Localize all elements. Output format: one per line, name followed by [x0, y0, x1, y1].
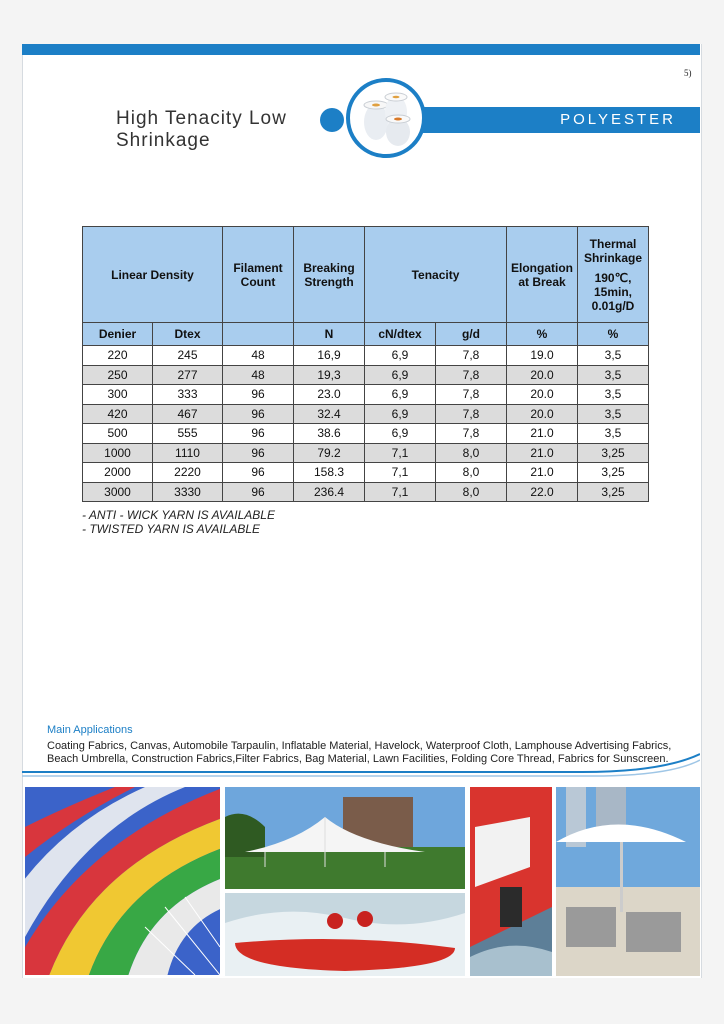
cell-elongation: 20.0: [507, 365, 578, 385]
header-linear-density: Linear Density: [83, 227, 223, 323]
cell-dtex: 467: [153, 404, 223, 424]
cell-filament: 96: [223, 482, 294, 502]
availability-notes: [82, 508, 275, 536]
cell-elongation: 19.0: [507, 346, 578, 366]
table-row: [83, 365, 649, 385]
cell-shrinkage: 3,5: [578, 404, 649, 424]
cell-tenacity-cn: 6,9: [365, 365, 436, 385]
note-line: - ANTI - WICK YARN IS AVAILABLE: [82, 508, 275, 522]
cell-denier: 300: [83, 385, 153, 405]
header-breaking-strength: Breaking Strength: [294, 227, 365, 323]
cell-dtex: 333: [153, 385, 223, 405]
cell-dtex: 1110: [153, 443, 223, 463]
table-row: [83, 346, 649, 366]
cell-tenacity-cn: 7,1: [365, 463, 436, 483]
table-row: [83, 424, 649, 444]
cell-elongation: 21.0: [507, 463, 578, 483]
applications-text: Coating Fabrics, Canvas, Automobile Tarpaulin, Inflatable Material, Havelock, Waterproof Cloth, Lamphouse Advertising Fabrics, Beach Umbrella, Construction Fabrics,Filter Fabrics, Bag Material, Lawn Facilities, Folding Core Thread, Fabrics for Sunscreen.: [47, 740, 672, 765]
cell-strength: 23.0: [294, 385, 365, 405]
cell-strength: 38.6: [294, 424, 365, 444]
beach-umbrella-photo: [556, 787, 700, 976]
cell-strength: 16,9: [294, 346, 365, 366]
cell-strength: 236.4: [294, 482, 365, 502]
cell-dtex: 555: [153, 424, 223, 444]
cell-dtex: 2220: [153, 463, 223, 483]
decorative-swoosh: [22, 752, 700, 782]
cell-elongation: 21.0: [507, 443, 578, 463]
unit-cell: N: [294, 323, 365, 346]
cell-shrinkage: 3,25: [578, 482, 649, 502]
cell-tenacity-cn: 6,9: [365, 385, 436, 405]
windsurfing-photo: [470, 787, 552, 976]
yarn-spools-image: [346, 78, 426, 158]
header-tenacity: Tenacity: [365, 227, 507, 323]
cell-tenacity-cn: 7,1: [365, 482, 436, 502]
cell-denier: 220: [83, 346, 153, 366]
accent-dot: [320, 108, 344, 132]
cell-filament: 96: [223, 443, 294, 463]
units-row: [83, 323, 649, 346]
cell-tenacity-cn: 7,1: [365, 443, 436, 463]
cell-shrinkage: 3,25: [578, 443, 649, 463]
cell-filament: 48: [223, 365, 294, 385]
cell-filament: 96: [223, 385, 294, 405]
cell-strength: 32.4: [294, 404, 365, 424]
cell-strength: 158.3: [294, 463, 365, 483]
cell-tenacity-cn: 6,9: [365, 404, 436, 424]
unit-cell: [223, 323, 294, 346]
top-accent-bar: [22, 44, 700, 55]
cell-tenacity-cn: 6,9: [365, 346, 436, 366]
tent-photo: [225, 787, 465, 889]
cell-tenacity-gd: 8,0: [436, 443, 507, 463]
cell-tenacity-cn: 6,9: [365, 424, 436, 444]
product-title: High Tenacity Low Shrinkage: [116, 108, 287, 151]
cell-filament: 48: [223, 346, 294, 366]
cell-denier: 250: [83, 365, 153, 385]
cell-shrinkage: 3,5: [578, 424, 649, 444]
cell-strength: 79.2: [294, 443, 365, 463]
thermal-shrinkage-label: Thermal Shrinkage: [583, 236, 643, 265]
category-label: POLYESTER: [560, 111, 676, 128]
table-row: [83, 463, 649, 483]
cell-tenacity-gd: 8,0: [436, 463, 507, 483]
cell-filament: 96: [223, 404, 294, 424]
cell-denier: 420: [83, 404, 153, 424]
note-line: - TWISTED YARN IS AVAILABLE: [82, 522, 261, 536]
unit-cell: %: [578, 323, 649, 346]
cell-tenacity-gd: 7,8: [436, 346, 507, 366]
header-elongation: Elongation at Break: [507, 227, 578, 323]
cell-tenacity-gd: 7,8: [436, 365, 507, 385]
table-row: [83, 404, 649, 424]
table-row: [83, 385, 649, 405]
cell-elongation: 20.0: [507, 385, 578, 405]
cell-denier: 1000: [83, 443, 153, 463]
unit-cell: Dtex: [153, 323, 223, 346]
unit-cell: cN/dtex: [365, 323, 436, 346]
unit-cell: g/d: [436, 323, 507, 346]
cell-elongation: 22.0: [507, 482, 578, 502]
header-thermal-shrinkage: [578, 227, 649, 323]
cell-elongation: 20.0: [507, 404, 578, 424]
table-row: [83, 482, 649, 502]
cell-denier: 500: [83, 424, 153, 444]
cell-filament: 96: [223, 463, 294, 483]
applications-title: Main Applications: [47, 724, 133, 736]
unit-cell: %: [507, 323, 578, 346]
thermal-condition-label: 190℃, 15min, 0.01g/D: [591, 270, 635, 313]
header-filament-count: Filament Count: [223, 227, 294, 323]
page-number: 5): [684, 68, 692, 78]
cell-tenacity-gd: 8,0: [436, 482, 507, 502]
cell-strength: 19,3: [294, 365, 365, 385]
cell-tenacity-gd: 7,8: [436, 404, 507, 424]
cell-elongation: 21.0: [507, 424, 578, 444]
hot-air-balloon-photo: [25, 787, 220, 975]
specs-table: [82, 226, 649, 502]
cell-dtex: 277: [153, 365, 223, 385]
cell-tenacity-gd: 7,8: [436, 385, 507, 405]
table-row: [83, 443, 649, 463]
cell-shrinkage: 3,5: [578, 365, 649, 385]
cell-denier: 2000: [83, 463, 153, 483]
cell-shrinkage: 3,5: [578, 385, 649, 405]
unit-cell: Denier: [83, 323, 153, 346]
cell-dtex: 245: [153, 346, 223, 366]
cell-denier: 3000: [83, 482, 153, 502]
cell-dtex: 3330: [153, 482, 223, 502]
rafting-photo: [225, 893, 465, 976]
cell-tenacity-gd: 7,8: [436, 424, 507, 444]
cell-shrinkage: 3,5: [578, 346, 649, 366]
cell-filament: 96: [223, 424, 294, 444]
cell-shrinkage: 3,25: [578, 463, 649, 483]
